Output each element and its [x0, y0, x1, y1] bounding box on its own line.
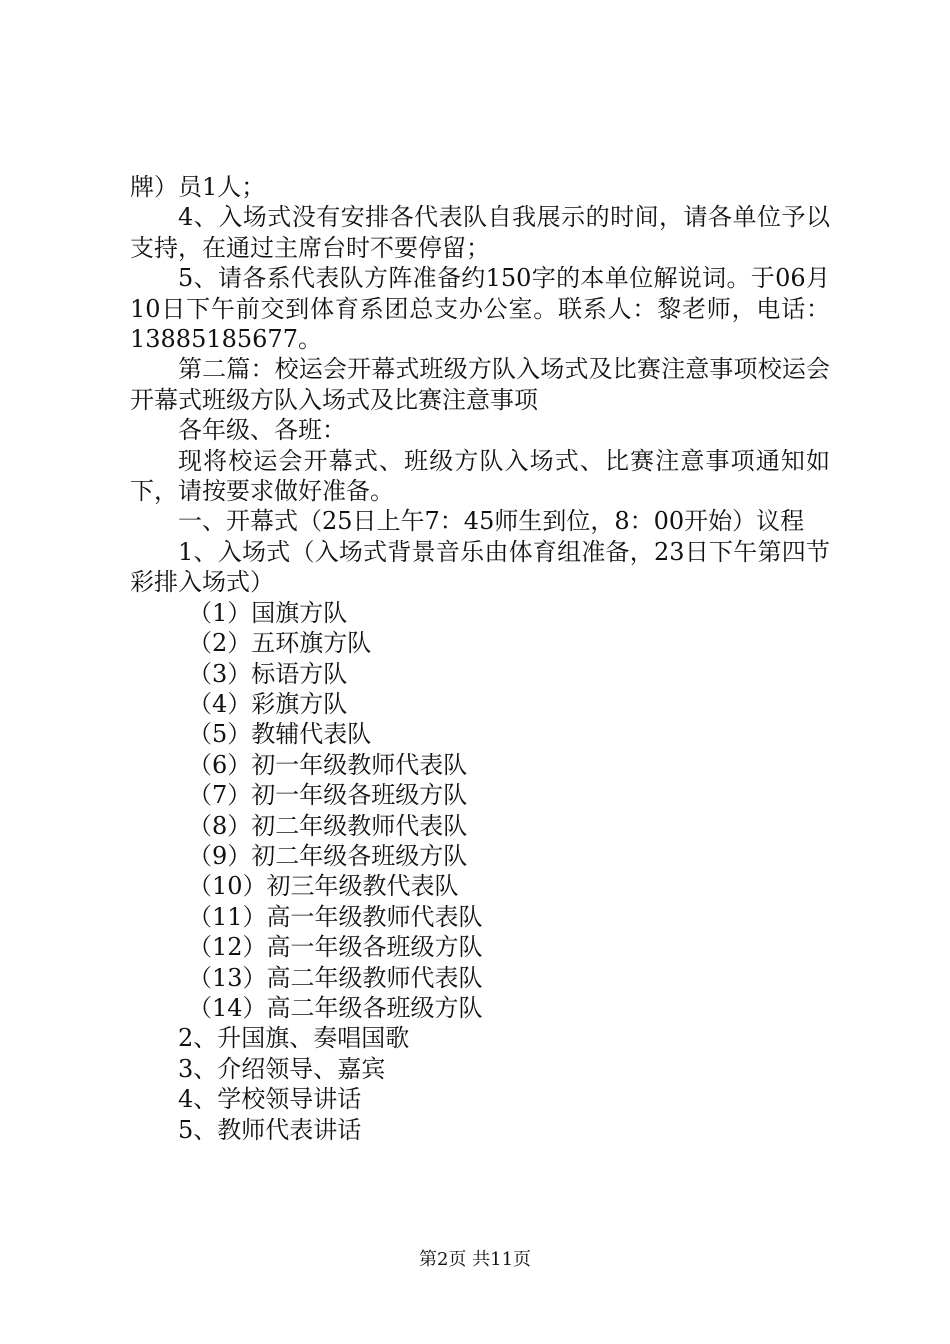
team-list-item: （9）初二年级各班级方队	[188, 841, 468, 870]
team-list-item: （3）标语方队	[188, 659, 348, 688]
paragraph-item-5: 5、请各系代表队方阵准备约150字的本单位解说词。于06月10日下午前交到体育系团总支办公室。联系人：黎老师，电话：13885185677。	[130, 264, 830, 354]
section-title: 第二篇：校运会开幕式班级方队入场式及比赛注意事项校运会开幕式班级方队入场式及比赛注意事项	[130, 355, 830, 414]
document-body	[130, 172, 830, 1145]
team-list-item: （12）高一年级各班级方队	[188, 933, 483, 962]
agenda-item: 2、升国旗、奏唱国歌	[178, 1024, 410, 1053]
entrance-ceremony-item: 1、入场式（入场式背景音乐由体育组准备，23日下午第四节彩排入场式）	[130, 537, 830, 597]
team-list-item: （11）高一年级教师代表队	[188, 902, 483, 931]
team-list-item: （14）高二年级各班级方队	[188, 993, 483, 1022]
intro-paragraph: 现将校运会开幕式、班级方队入场式、比赛注意事项通知如下，请按要求做好准备。	[130, 446, 830, 506]
paragraph-continuation: 牌）员1人；	[130, 173, 266, 201]
team-list-item: （10）初三年级教代表队	[188, 872, 459, 901]
heading-opening-ceremony: 一、开幕式（25日上午7：45师生到位，8：00开始）议程	[178, 507, 805, 536]
agenda-item: 3、介绍领导、嘉宾	[178, 1054, 386, 1083]
team-list-item: （8）初二年级教师代表队	[188, 811, 468, 840]
team-list-item: （4）彩旗方队	[188, 689, 348, 718]
team-list-item: （13）高二年级教师代表队	[188, 963, 483, 992]
team-list-item: （2）五环旗方队	[188, 629, 372, 658]
paragraph-item-4: 4、入场式没有安排各代表队自我展示的时间，请各单位予以支持，在通过主席台时不要停留；	[130, 203, 830, 262]
team-list-item: （7）初一年级各班级方队	[188, 781, 468, 810]
agenda-item: 5、教师代表讲话	[178, 1115, 362, 1144]
team-list-item: （1）国旗方队	[188, 598, 348, 627]
team-list-item: （6）初一年级教师代表队	[188, 750, 468, 779]
page-footer: 第2页 共11页	[418, 1249, 532, 1270]
team-list-item: （5）教辅代表队	[188, 720, 372, 749]
salutation: 各年级、各班：	[178, 416, 346, 445]
agenda-item: 4、学校领导讲话	[178, 1085, 362, 1114]
